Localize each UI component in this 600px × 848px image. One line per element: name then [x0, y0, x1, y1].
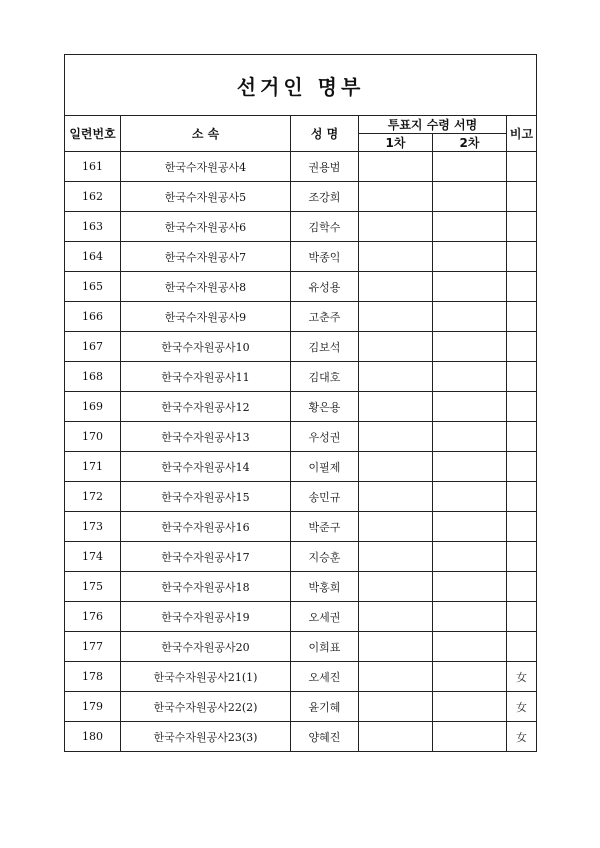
serial-cell: 162: [65, 182, 121, 212]
roll-body: [65, 152, 537, 752]
serial-cell: 164: [65, 242, 121, 272]
affiliation-cell: 한국수자원공사8: [121, 272, 291, 302]
name-cell: 고춘주: [291, 302, 359, 332]
serial-cell: 167: [65, 332, 121, 362]
name-cell: 오세권: [291, 602, 359, 632]
signature-round-1-cell[interactable]: [359, 182, 433, 212]
signature-round-2-cell[interactable]: [433, 362, 507, 392]
remarks-cell: 女: [507, 662, 537, 692]
table-row: [65, 662, 537, 692]
signature-round-1-cell[interactable]: [359, 212, 433, 242]
signature-round-2-cell[interactable]: [433, 332, 507, 362]
table-row: [65, 362, 537, 392]
table-row: [65, 692, 537, 722]
signature-round-2-cell[interactable]: [433, 272, 507, 302]
serial-cell: 163: [65, 212, 121, 242]
affiliation-cell: 한국수자원공사13: [121, 422, 291, 452]
affiliation-cell: 한국수자원공사16: [121, 512, 291, 542]
table-row: [65, 482, 537, 512]
signature-round-1-cell[interactable]: [359, 602, 433, 632]
affiliation-cell: 한국수자원공사12: [121, 392, 291, 422]
remarks-cell: [507, 632, 537, 662]
signature-round-1-cell[interactable]: [359, 722, 433, 752]
voter-roll-sheet: [64, 54, 536, 752]
signature-round-2-cell[interactable]: [433, 422, 507, 452]
remarks-cell: [507, 572, 537, 602]
name-cell: 우성권: [291, 422, 359, 452]
remarks-cell: [507, 422, 537, 452]
signature-round-1-cell[interactable]: [359, 302, 433, 332]
table-row: [65, 302, 537, 332]
table-row: [65, 272, 537, 302]
affiliation-cell: 한국수자원공사22(2): [121, 692, 291, 722]
name-cell: 박준구: [291, 512, 359, 542]
name-cell: 권용범: [291, 152, 359, 182]
affiliation-cell: 한국수자원공사21(1): [121, 662, 291, 692]
name-cell: 이필제: [291, 452, 359, 482]
serial-cell: 168: [65, 362, 121, 392]
signature-round-2-cell[interactable]: [433, 692, 507, 722]
name-cell: 김학수: [291, 212, 359, 242]
remarks-cell: 女: [507, 722, 537, 752]
signature-round-1-cell[interactable]: [359, 362, 433, 392]
remarks-cell: [507, 392, 537, 422]
serial-cell: 175: [65, 572, 121, 602]
remarks-cell: [507, 482, 537, 512]
header-ballot-sign: 투표지 수령 서명: [359, 116, 507, 134]
name-cell: 박홍희: [291, 572, 359, 602]
remarks-cell: [507, 362, 537, 392]
signature-round-2-cell[interactable]: [433, 152, 507, 182]
table-row: [65, 332, 537, 362]
table-row: [65, 392, 537, 422]
table-row: [65, 212, 537, 242]
signature-round-1-cell[interactable]: [359, 662, 433, 692]
header-affiliation: 소 속: [121, 116, 291, 152]
signature-round-2-cell[interactable]: [433, 512, 507, 542]
signature-round-1-cell[interactable]: [359, 392, 433, 422]
signature-round-1-cell[interactable]: [359, 482, 433, 512]
signature-round-2-cell[interactable]: [433, 452, 507, 482]
serial-cell: 165: [65, 272, 121, 302]
affiliation-cell: 한국수자원공사10: [121, 332, 291, 362]
name-cell: 송민규: [291, 482, 359, 512]
serial-cell: 172: [65, 482, 121, 512]
signature-round-2-cell[interactable]: [433, 662, 507, 692]
table-row: [65, 572, 537, 602]
affiliation-cell: 한국수자원공사18: [121, 572, 291, 602]
remarks-cell: [507, 452, 537, 482]
page-title: 선거인 명부: [65, 55, 537, 116]
signature-round-2-cell[interactable]: [433, 302, 507, 332]
serial-cell: 178: [65, 662, 121, 692]
signature-round-1-cell[interactable]: [359, 452, 433, 482]
name-cell: 오세진: [291, 662, 359, 692]
table-row: [65, 512, 537, 542]
remarks-cell: [507, 272, 537, 302]
signature-round-1-cell[interactable]: [359, 242, 433, 272]
signature-round-1-cell[interactable]: [359, 542, 433, 572]
affiliation-cell: 한국수자원공사9: [121, 302, 291, 332]
signature-round-2-cell[interactable]: [433, 572, 507, 602]
table-row: [65, 452, 537, 482]
header-serial: 일련번호: [65, 116, 121, 152]
name-cell: 김보석: [291, 332, 359, 362]
signature-round-1-cell[interactable]: [359, 152, 433, 182]
affiliation-cell: 한국수자원공사17: [121, 542, 291, 572]
signature-round-1-cell[interactable]: [359, 332, 433, 362]
serial-cell: 177: [65, 632, 121, 662]
table-row: [65, 542, 537, 572]
affiliation-cell: 한국수자원공사7: [121, 242, 291, 272]
signature-round-2-cell[interactable]: [433, 242, 507, 272]
signature-round-1-cell[interactable]: [359, 272, 433, 302]
serial-cell: 179: [65, 692, 121, 722]
remarks-cell: [507, 542, 537, 572]
affiliation-cell: 한국수자원공사20: [121, 632, 291, 662]
serial-cell: 173: [65, 512, 121, 542]
remarks-cell: [507, 242, 537, 272]
signature-round-1-cell[interactable]: [359, 572, 433, 602]
signature-round-2-cell[interactable]: [433, 392, 507, 422]
name-cell: 윤기혜: [291, 692, 359, 722]
signature-round-2-cell[interactable]: [433, 632, 507, 662]
affiliation-cell: 한국수자원공사19: [121, 602, 291, 632]
table-row: [65, 602, 537, 632]
remarks-cell: [507, 152, 537, 182]
serial-cell: 180: [65, 722, 121, 752]
name-cell: 박종익: [291, 242, 359, 272]
name-cell: 양혜진: [291, 722, 359, 752]
header-name: 성 명: [291, 116, 359, 152]
signature-round-2-cell[interactable]: [433, 602, 507, 632]
serial-cell: 169: [65, 392, 121, 422]
header-round-1: 1차: [359, 134, 433, 152]
name-cell: 이희표: [291, 632, 359, 662]
serial-cell: 170: [65, 422, 121, 452]
signature-round-2-cell[interactable]: [433, 482, 507, 512]
signature-round-2-cell[interactable]: [433, 212, 507, 242]
remarks-cell: [507, 602, 537, 632]
signature-round-2-cell[interactable]: [433, 182, 507, 212]
table-row: [65, 242, 537, 272]
affiliation-cell: 한국수자원공사15: [121, 482, 291, 512]
remarks-cell: 女: [507, 692, 537, 722]
serial-cell: 161: [65, 152, 121, 182]
name-cell: 지승훈: [291, 542, 359, 572]
signature-round-2-cell[interactable]: [433, 542, 507, 572]
signature-round-1-cell[interactable]: [359, 512, 433, 542]
remarks-cell: [507, 182, 537, 212]
name-cell: 김대호: [291, 362, 359, 392]
affiliation-cell: 한국수자원공사4: [121, 152, 291, 182]
serial-cell: 174: [65, 542, 121, 572]
table-row: [65, 152, 537, 182]
header-remarks: 비고: [507, 116, 537, 152]
serial-cell: 166: [65, 302, 121, 332]
signature-round-1-cell[interactable]: [359, 692, 433, 722]
name-cell: 유성용: [291, 272, 359, 302]
name-cell: 황은용: [291, 392, 359, 422]
table-row: [65, 632, 537, 662]
serial-cell: 176: [65, 602, 121, 632]
remarks-cell: [507, 302, 537, 332]
table-row: [65, 422, 537, 452]
remarks-cell: [507, 512, 537, 542]
remarks-cell: [507, 332, 537, 362]
signature-round-2-cell[interactable]: [433, 722, 507, 752]
name-cell: 조강희: [291, 182, 359, 212]
header-round-2: 2차: [433, 134, 507, 152]
signature-round-1-cell[interactable]: [359, 632, 433, 662]
affiliation-cell: 한국수자원공사11: [121, 362, 291, 392]
affiliation-cell: 한국수자원공사23(3): [121, 722, 291, 752]
affiliation-cell: 한국수자원공사5: [121, 182, 291, 212]
table-row: [65, 722, 537, 752]
table-row: [65, 182, 537, 212]
remarks-cell: [507, 212, 537, 242]
signature-round-1-cell[interactable]: [359, 422, 433, 452]
voter-roll-table: [64, 54, 537, 752]
affiliation-cell: 한국수자원공사6: [121, 212, 291, 242]
serial-cell: 171: [65, 452, 121, 482]
affiliation-cell: 한국수자원공사14: [121, 452, 291, 482]
